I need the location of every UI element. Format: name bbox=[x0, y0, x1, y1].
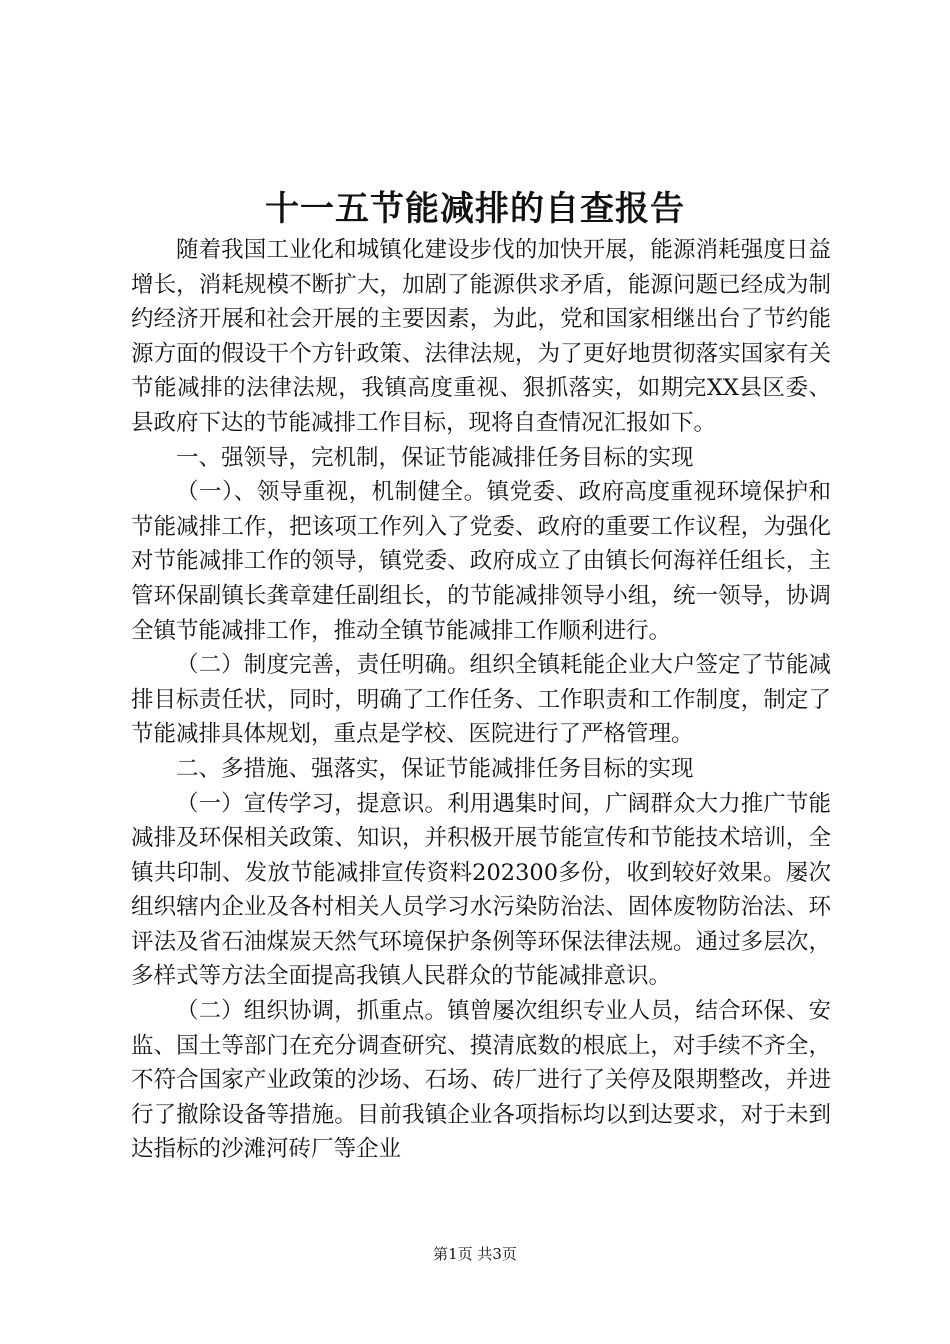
paragraph-intro: 随着我国工业化和城镇化建设步伐的加快开展，能源消耗强度日益增长，消耗规模不断扩大，加剧了能源供求矛盾，能源问题已经成为制约经济开展和社会开展的主要因素，为此，党和国家相继出台了节约能源方面的假设干个方针政策、法律法规，为了更好地贯彻落实国家有关节能减排的法律法规，我镇高度重视、狠抓落实，如期完XX县区委、县政府下达的节能减排工作目标，现将自查情况汇报如下。 bbox=[131, 237, 831, 436]
document-body bbox=[131, 233, 831, 1167]
section-heading-1: 一、强领导，完机制，保证节能减排任务目标的实现 bbox=[176, 444, 694, 471]
paragraph-leadership: （一）、领导重视，机制健全。镇党委、政府高度重视环境保护和节能减排工作，把该项工作列入了党委、政府的重要工作议程，为强化对节能减排工作的领导，镇党委、政府成立了由镇长何海祥任组长，主管环保副镇长龚章建任副组长，的节能减排领导小组，统一领导，协调全镇节能减排工作，推动全镇节能减排工作顺利进行。 bbox=[131, 479, 831, 644]
document-title: 十一五节能减排的自查报告 bbox=[265, 189, 685, 229]
section-heading-2: 二、多措施、强落实，保证节能减排任务目标的实现 bbox=[176, 755, 694, 782]
paragraph-publicity: （一）宣传学习，提意识。利用遇集时间，广阔群众大力推广节能减排及环保相关政策、知识，并积极开展节能宣传和节能技术培训，全镇共印制、发放节能减排宣传资料202300多份，收到较好效果。屡次组织辖内企业及各村相关人员学习水污染防治法、固体废物防治法、环评法及省石油煤炭天然气环境保护条例等环保法律法规。通过多层次，多样式等方法全面提高我镇人民群众的节能减排意识。 bbox=[131, 790, 831, 990]
paragraph-coordination: （二）组织协调，抓重点。镇曾屡次组织专业人员，结合环保、安监、国土等部门在充分调查研究、摸清底数的根底上，对手续不齐全，不符合国家产业政策的沙场、石场、砖厂进行了关停及限期整改，并进行了撤除设备等措施。目前我镇企业各项指标均以到达要求，对于未到达指标的沙滩河砖厂等企业 bbox=[131, 998, 831, 1163]
page-number-footer: 第1页 共3页 bbox=[433, 1245, 517, 1263]
paragraph-system: （二）制度完善，责任明确。组织全镇耗能企业大户签定了节能减排目标责任状，同时，明确了工作任务、工作职责和工作制度，制定了节能减排具体规划，重点是学校、医院进行了严格管理。 bbox=[131, 652, 831, 748]
